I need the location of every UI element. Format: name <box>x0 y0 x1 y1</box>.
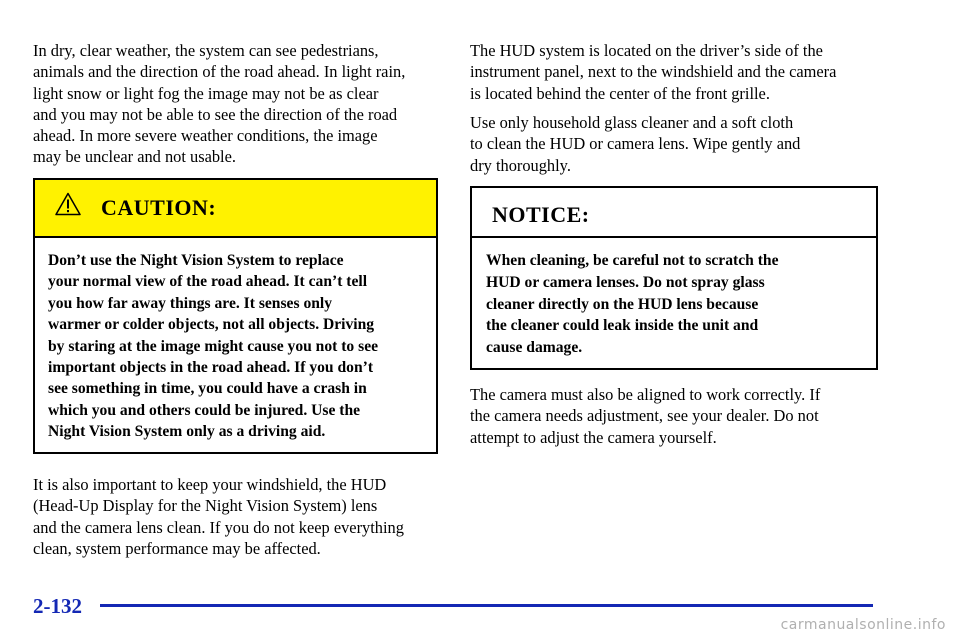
warning-triangle-icon <box>55 192 81 216</box>
right-column-cleaning <box>470 112 878 176</box>
notice-box <box>470 186 878 370</box>
location-paragraph: The HUD system is located on the driver’s side of the instrument panel, next to the windshield and the camera is located behind the center of the front grille. <box>470 41 837 103</box>
footer-divider <box>100 604 873 607</box>
caution-header <box>35 180 436 238</box>
cleanliness-paragraph: It is also important to keep your windshield, the HUD (Head‐Up Display for the Night Vision System) lens and the camera lens clean. If you do not keep everything clean, system performance may be affected. <box>33 475 404 558</box>
right-column <box>470 40 878 104</box>
cleaning-paragraph: Use only household glass cleaner and a soft cloth to clean the HUD or camera lens. Wipe gently and dry thoroughly. <box>470 113 801 175</box>
notice-title: NOTICE: <box>492 202 590 227</box>
notice-header <box>472 188 876 238</box>
intro-paragraph: In dry, clear weather, the system can see pedestrians, animals and the direction of the road ahead. In light rain, light snow or light fog the image may not be as clear and you may not be able to see the direction of the road ahead. In more severe weather conditions, the image may be unclear and not usable. <box>33 41 406 167</box>
left-column <box>33 40 441 168</box>
caution-title: CAUTION: <box>101 195 217 220</box>
caution-box <box>33 178 438 454</box>
caution-text: Don’t use the Night Vision System to replace your normal view of the road ahead. It can’t tell you how far away things are. It senses only warmer or colder objects, not all objects. Driving by staring at the image might cause you not to see important objects in the road ahead. If you don’t see something in time, you could have a crash in which you and others could be injured. Use the Night Vision System only as a driving aid. <box>48 252 379 441</box>
right-column-alignment <box>470 384 878 448</box>
alignment-paragraph: The camera must also be aligned to work correctly. If the camera needs adjustment, see your dealer. Do not attempt to adjust the camera yourself. <box>470 385 821 447</box>
left-column-closing <box>33 474 441 559</box>
page-number: 2-132 <box>33 594 82 618</box>
watermark: carmanualsonline.info <box>780 617 946 633</box>
notice-text: When cleaning, be careful not to scratch the HUD or camera lenses. Do not spray glass cleaner directly on the HUD lens because the cleaner could leak inside the unit and cause damage. <box>486 252 779 357</box>
